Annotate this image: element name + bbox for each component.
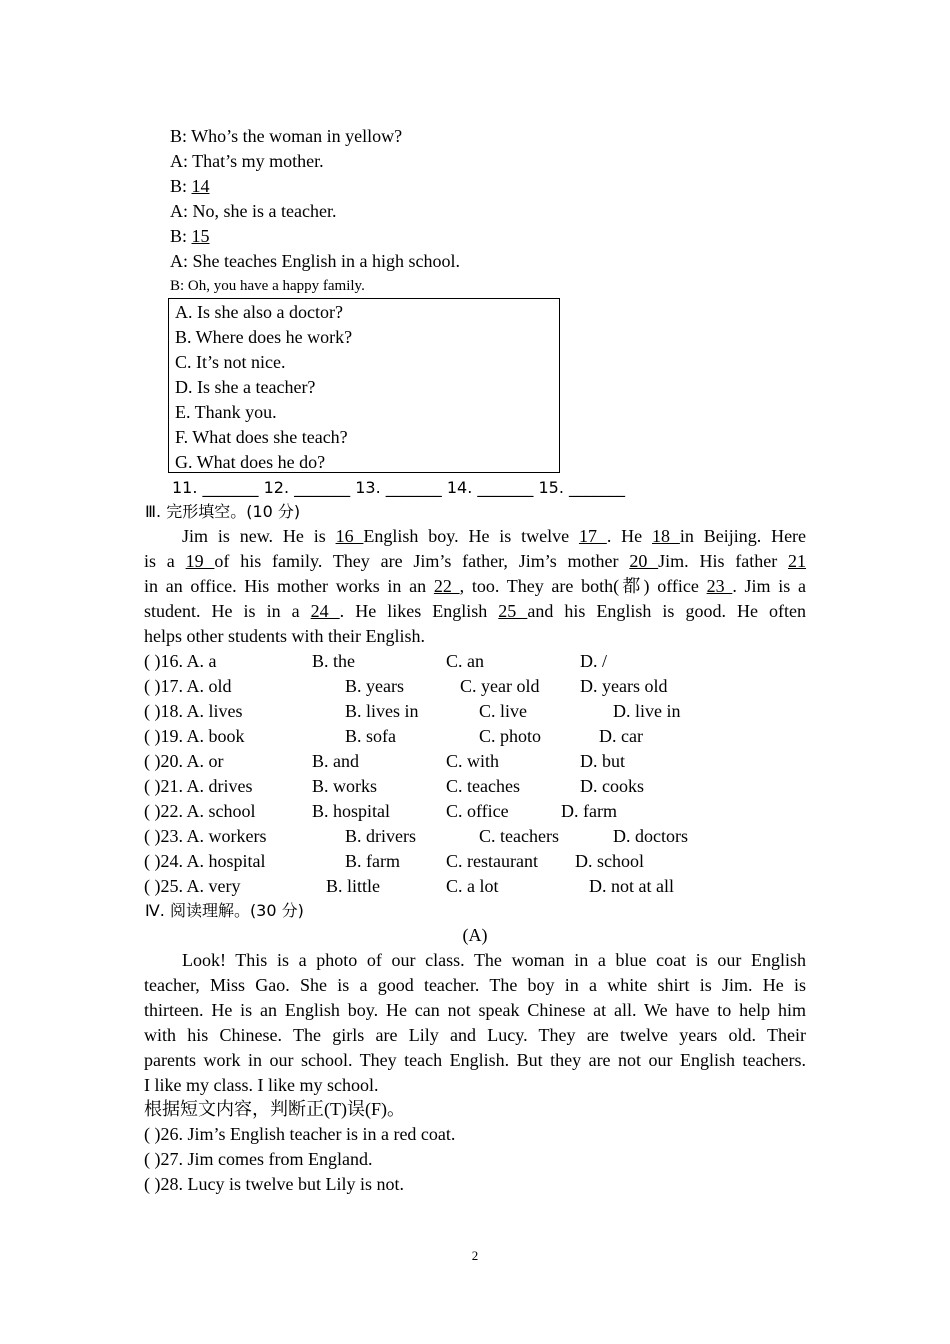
passage-line: Look! This is a photo of our class. The woman in a blue coat is our English [182,950,806,970]
choice-d[interactable]: D. school [575,851,644,871]
instruction: 根据短文内容，判断正(T)误(F)。 [144,1099,405,1119]
choice-d[interactable]: D. / [580,651,607,671]
choice-d[interactable]: D. cooks [580,776,644,796]
dialogue-line: A: No, she is a teacher. [170,201,337,221]
blank-18[interactable]: 18 [652,526,680,546]
choice-b[interactable]: B. years [345,676,404,696]
choice-d[interactable]: D. years old [580,676,668,696]
choice-b[interactable]: B. works [312,776,378,796]
question-number[interactable]: ( )16. A. a [144,651,217,671]
choice-d[interactable]: D. but [580,751,625,771]
choice-b[interactable]: B. farm [345,851,400,871]
passage-line: I like my class. I like my school. [144,1075,379,1095]
passage-text: . He likes English [339,601,499,621]
choice-c[interactable]: C. teaches [446,776,520,796]
blank-21[interactable]: 21 [788,551,807,571]
passage-text: Jim is new. He is [182,526,336,546]
choice-c[interactable]: C. an [446,651,484,671]
option-item: C. It’s not nice. [175,352,286,372]
question-number[interactable]: ( )20. A. or [144,751,224,771]
choice-c[interactable]: C. live [479,701,527,721]
choice-b[interactable]: B. drivers [345,826,416,846]
choice-d[interactable]: D. not at all [589,876,674,896]
blank-20[interactable]: 20 [629,551,659,571]
blank-22[interactable]: 22 [433,576,460,596]
choice-d[interactable]: D. live in [613,701,681,721]
choice-b[interactable]: B. little [326,876,380,896]
passage-text: Jim. His father [658,551,789,571]
choice-d[interactable]: D. farm [561,801,617,821]
passage-text: , too. They are both(都) office [459,576,707,596]
dialogue-line [170,174,210,199]
passage-text: and his English is good. He often [527,601,806,621]
passage-text: in Beijing. Here [679,526,807,546]
option-item: A. Is she also a doctor? [175,302,343,322]
passage-line: thirteen. He is an English boy. He can not speak Chinese at all. We have to help him [144,1000,806,1020]
dialogue-line: B: Oh, you have a happy family. [170,278,365,294]
question-number[interactable]: ( )17. A. old [144,676,232,696]
question-number[interactable]: ( )18. A. lives [144,701,243,721]
reading-passage [144,948,806,1098]
dialogue-line [170,224,210,249]
passage-label: (A) [462,925,488,945]
tf-question[interactable]: ( )27. Jim comes from England. [144,1149,373,1169]
option-item: D. Is she a teacher? [175,377,316,397]
passage-text: . He [606,526,653,546]
question-number[interactable]: ( )24. A. hospital [144,851,266,871]
choice-c[interactable]: C. with [446,751,500,771]
option-item: F. What does she teach? [175,427,348,447]
choice-b[interactable]: B. hospital [312,801,391,821]
section-heading: Ⅲ. 完形填空。(10 分) [145,502,301,521]
options-box [168,298,560,473]
choice-b[interactable]: B. and [312,751,359,771]
passage-text: student. He is in a [144,601,311,621]
option-item: B. Where does he work? [175,327,353,347]
cloze-passage [144,524,806,649]
speaker-label: B: [170,176,192,196]
blank-14[interactable]: 14 [191,176,210,196]
section-heading: Ⅳ. 阅读理解。(30 分) [145,901,304,920]
blank-24[interactable]: 24 [310,601,340,621]
choice-b[interactable]: B. the [312,651,355,671]
tf-question[interactable]: ( )28. Lucy is twelve but Lily is not. [144,1174,404,1194]
page-number: 2 [471,1248,479,1263]
dialogue-line: A: That’s my mother. [170,151,324,171]
choice-c[interactable]: C. year old [460,676,540,696]
choice-c[interactable]: C. restaurant [446,851,538,871]
choice-c[interactable]: C. teachers [479,826,559,846]
passage-line: teacher, Miss Gao. She is a good teacher. The boy in a white shirt is Jim. He is [144,975,806,995]
passage-text: of his family. They are Jim’s father, Jim’s mother [214,551,630,571]
blank-15[interactable]: 15 [191,226,210,246]
choice-c[interactable]: C. office [446,801,509,821]
blank-17[interactable]: 17 [578,526,607,546]
blank-23[interactable]: 23 [706,576,733,596]
speaker-label: B: [170,226,192,246]
blank-19[interactable]: 19 [185,551,215,571]
passage-line: parents work in our school. They teach English. But they are not our English teachers. [144,1050,806,1070]
passage-text: in an office. His mother works in an [144,576,434,596]
choice-c[interactable]: C. photo [479,726,542,746]
choice-b[interactable]: B. sofa [345,726,396,746]
choice-d[interactable]: D. doctors [613,826,688,846]
choice-c[interactable]: C. a lot [446,876,499,896]
choice-b[interactable]: B. lives in [345,701,419,721]
question-number[interactable]: ( )25. A. very [144,876,241,896]
blank-16[interactable]: 16 [335,526,364,546]
question-number[interactable]: ( )23. A. workers [144,826,267,846]
tf-question[interactable]: ( )26. Jim’s English teacher is in a red coat. [144,1124,456,1144]
dialogue-line: B: Who’s the woman in yellow? [170,126,403,146]
choice-d[interactable]: D. car [599,726,643,746]
option-item: E. Thank you. [175,402,277,422]
question-number[interactable]: ( )19. A. book [144,726,245,746]
passage-text: is a [144,551,186,571]
passage-text: English boy. He is twelve [363,526,579,546]
answer-line[interactable]: 11. _______ 12. _______ 13. _______ 14. _______ 15. _______ [172,478,625,497]
passage-line: with his Chinese. The girls are Lily and Lucy. They are twelve years old. Their [144,1025,806,1045]
question-number[interactable]: ( )21. A. drives [144,776,253,796]
dialogue-line: A: She teaches English in a high school. [170,251,460,271]
option-item: G. What does he do? [175,452,326,472]
question-number[interactable]: ( )22. A. school [144,801,256,821]
passage-text: helps other students with their English. [144,626,425,646]
passage-text: . Jim is a [732,576,806,596]
blank-25[interactable]: 25 [498,601,528,621]
